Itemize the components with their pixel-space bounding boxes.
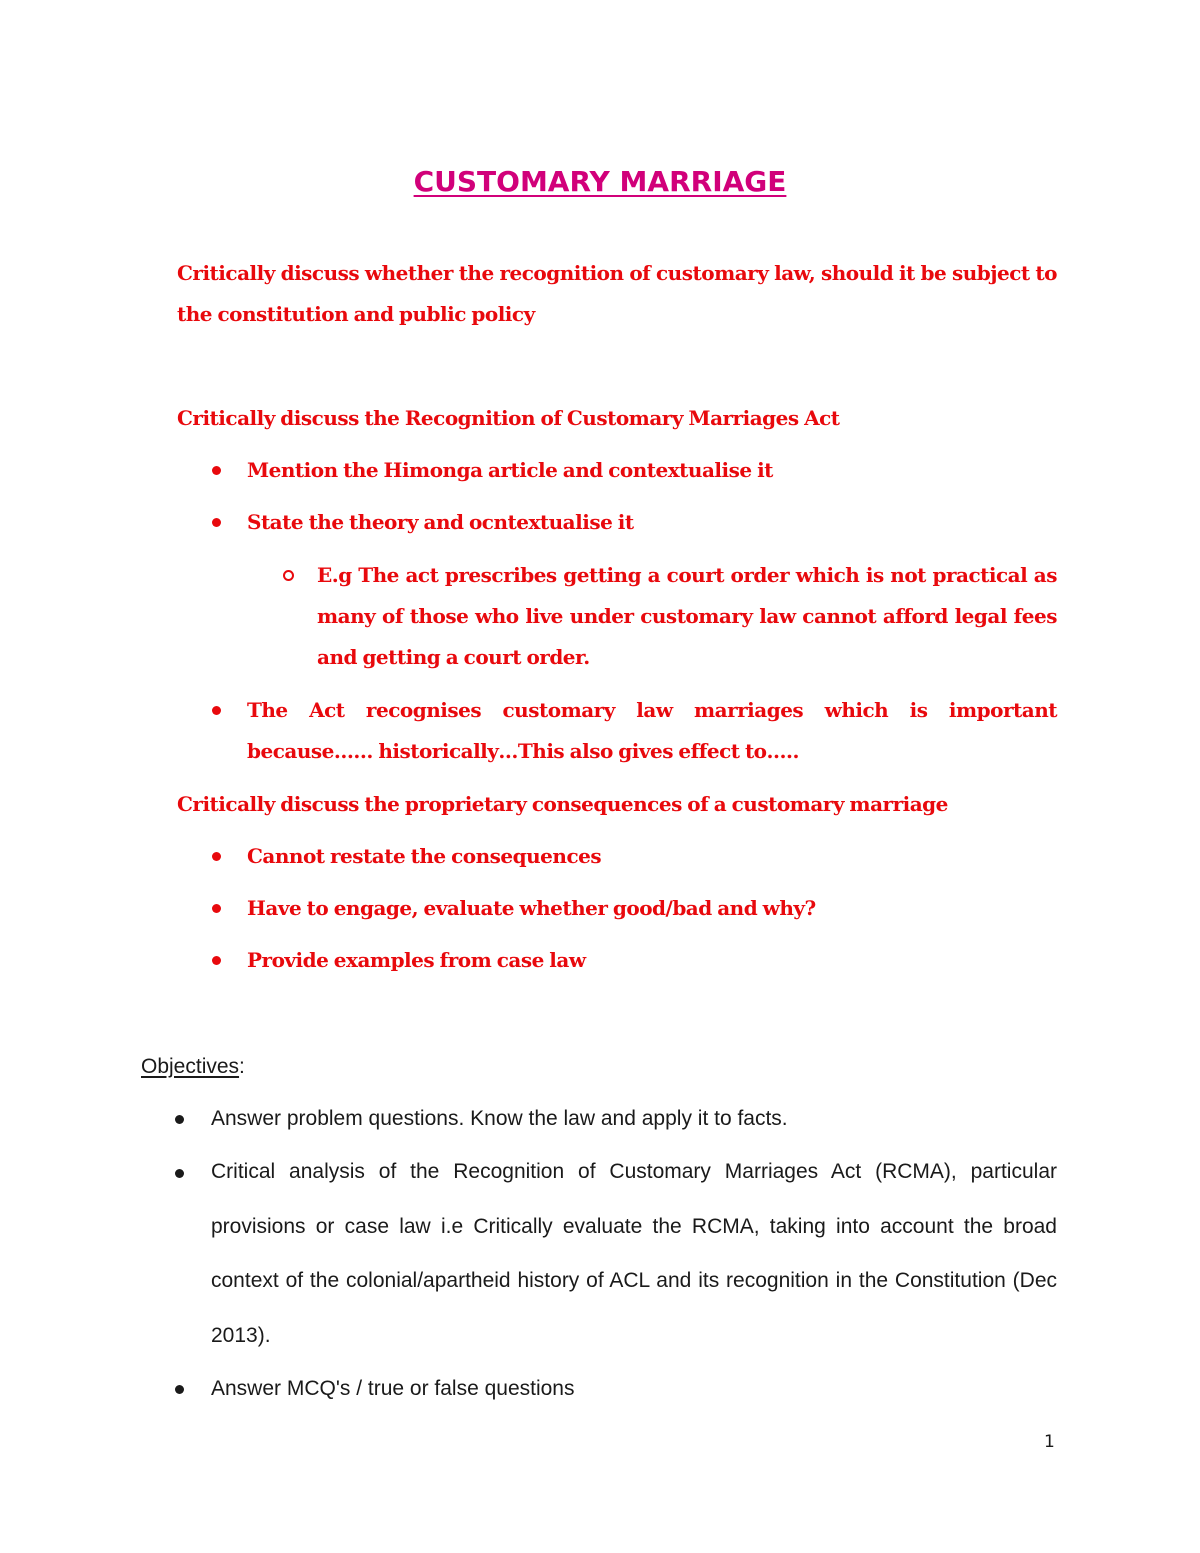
section-heading-proprietary: Critically discuss the proprietary consequences of a customary marriage <box>177 792 948 816</box>
objectives-colon: : <box>239 1055 245 1078</box>
objective-item: Answer problem questions. Know the law and apply it to facts. <box>211 1107 788 1130</box>
list-item: Mention the Himonga article and contextualise it <box>247 458 773 482</box>
bullet-icon <box>212 956 221 965</box>
title-text: CUSTOMARY MARRIAGE <box>413 165 787 198</box>
sub-list-item: E.g The act prescribes getting a court order which is not practical as many of those who live under customary law cannot afford legal fees and getting a court order. <box>317 563 1057 669</box>
bullet-icon <box>212 706 221 715</box>
list-item: Have to engage, evaluate whether good/bad and why? <box>247 896 816 920</box>
objectives-heading <box>141 1052 245 1082</box>
bullet-icon <box>212 518 221 527</box>
bullet-icon <box>175 1169 184 1178</box>
list-item: Provide examples from case law <box>247 948 586 972</box>
document-title <box>0 164 1200 200</box>
list-item: Cannot restate the consequences <box>247 844 602 868</box>
objectives-label: Objectives <box>141 1055 240 1078</box>
list-item: State the theory and ocntextualise it <box>247 510 634 534</box>
bullet-icon <box>175 1115 184 1124</box>
list-item: The Act recognises customary law marriages which is important because…… historically…This also gives effect to….. <box>247 698 1057 763</box>
section-heading-recognition: Critically discuss whether the recognition of customary law, should it be subject to the constitution and public policy <box>177 261 1057 326</box>
section-heading-rcma: Critically discuss the Recognition of Customary Marriages Act <box>177 406 840 430</box>
objective-item: Answer MCQ's / true or false questions <box>211 1377 575 1400</box>
bullet-icon <box>212 904 221 913</box>
bullet-icon <box>212 852 221 861</box>
objective-item: Critical analysis of the Recognition of Customary Marriages Act (RCMA), particular provisions or case law i.e Critically evaluate the RCMA, taking into account the broad context of the colonial/apartheid history of ACL and its recognition in the Constitution (Dec 2013). <box>211 1160 1057 1347</box>
bullet-icon <box>212 466 221 475</box>
page-number: 1 <box>1044 1432 1055 1452</box>
bullet-icon <box>175 1385 184 1394</box>
sub-bullet-icon <box>283 570 294 581</box>
